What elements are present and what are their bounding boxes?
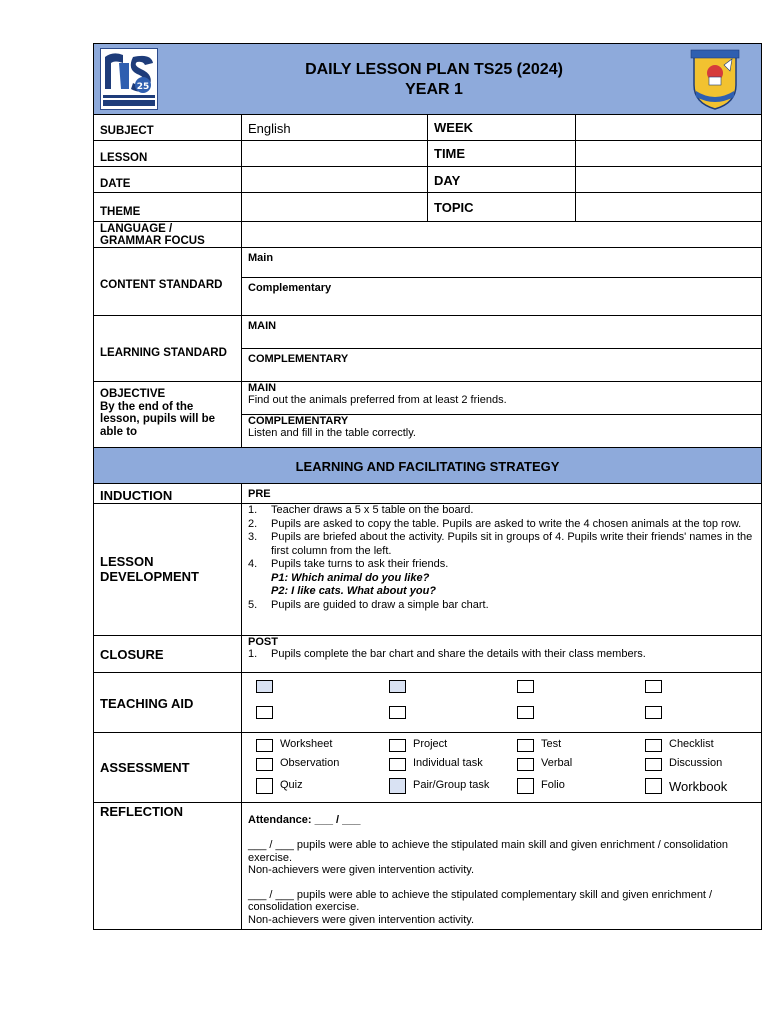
teaching-aid-checkbox[interactable] bbox=[517, 680, 534, 693]
row-subject-label bbox=[93, 114, 241, 140]
lesson-step-3 bbox=[248, 531, 755, 558]
ts25-badge: 25 bbox=[136, 82, 150, 92]
assessment-option-label: Folio bbox=[541, 779, 565, 791]
assessment-checkbox[interactable] bbox=[389, 739, 406, 752]
time-label-cell bbox=[427, 140, 575, 166]
lesson-label-cell bbox=[93, 140, 241, 166]
learning-standard-main-cell[interactable] bbox=[241, 315, 761, 348]
closure-step-number: 1. bbox=[248, 648, 258, 660]
lesson-development-label-cell bbox=[93, 503, 241, 635]
objective-complementary-text: Listen and fill in the table correctly. bbox=[248, 427, 416, 439]
day-label: DAY bbox=[434, 173, 461, 188]
teaching-aid-content-cell bbox=[241, 672, 761, 732]
induction-content-cell[interactable] bbox=[241, 483, 761, 503]
assessment-option-label: Quiz bbox=[280, 779, 303, 791]
assessment-checkbox[interactable] bbox=[256, 778, 273, 794]
learning-standard-label: LEARNING STANDARD bbox=[100, 347, 227, 359]
assessment-checkbox[interactable] bbox=[517, 758, 534, 771]
assessment-option-label: Test bbox=[541, 738, 562, 750]
closure-step-text: Pupils complete the bar chart and share the details with their class members. bbox=[271, 648, 646, 660]
reflection-complementary-skill: ___ / ___ pupils were able to achieve the stipulated complementary skill and given enrichment / consolidation exercise. bbox=[248, 888, 713, 913]
topic-label: TOPIC bbox=[434, 200, 474, 215]
assessment-content-cell bbox=[241, 732, 761, 802]
teaching-aid-checkbox[interactable] bbox=[645, 680, 662, 693]
objective-main-label: MAIN bbox=[248, 382, 277, 394]
week-value-cell[interactable] bbox=[575, 114, 761, 140]
teaching-aid-label-cell bbox=[93, 672, 241, 732]
objective-complementary-label: COMPLEMENTARY bbox=[248, 415, 349, 427]
topic-value-cell[interactable] bbox=[575, 192, 761, 221]
learning-standard-complementary-label: COMPLEMENTARY bbox=[248, 353, 349, 365]
induction-tag: PRE bbox=[248, 488, 271, 500]
lesson-development-content-cell[interactable] bbox=[241, 503, 761, 635]
theme-label-cell bbox=[93, 192, 241, 221]
theme-value-cell[interactable] bbox=[241, 192, 427, 221]
assessment-option-label: Individual task bbox=[413, 757, 483, 769]
lesson-development-label: LESSON DEVELOPMENT bbox=[100, 554, 199, 584]
objective-label: OBJECTIVE bbox=[100, 388, 166, 400]
teaching-aid-checkbox[interactable] bbox=[256, 680, 273, 693]
assessment-checkbox[interactable] bbox=[645, 778, 662, 794]
week-label: WEEK bbox=[434, 120, 473, 135]
assessment-checkbox[interactable] bbox=[517, 778, 534, 794]
date-label-cell bbox=[93, 166, 241, 192]
content-standard-label: CONTENT STANDARD bbox=[100, 279, 223, 291]
teaching-aid-checkbox[interactable] bbox=[517, 706, 534, 719]
lesson-step-2 bbox=[248, 518, 755, 532]
ts25-logo bbox=[100, 48, 158, 110]
assessment-option-label: Verbal bbox=[541, 757, 573, 769]
assessment-option-label: Workbook bbox=[669, 779, 728, 794]
time-label: TIME bbox=[434, 146, 466, 161]
objective-complementary-cell[interactable] bbox=[241, 414, 761, 447]
assessment-option-label: Pair/Group task bbox=[413, 779, 490, 791]
reflection-label-cell bbox=[93, 802, 241, 929]
assessment-option-label: Checklist bbox=[669, 738, 714, 750]
assessment-checkbox[interactable] bbox=[645, 739, 662, 752]
induction-label: INDUCTION bbox=[100, 488, 173, 503]
ts25-logo-graphic bbox=[101, 49, 157, 109]
lesson-plan-sheet bbox=[93, 43, 762, 930]
language-focus-label: LANGUAGE / GRAMMAR FOCUS bbox=[100, 223, 205, 247]
reflection-main-intervention: Non-achievers were given intervention activity. bbox=[248, 864, 475, 876]
objective-label-sub: By the end of the lesson, pupils will be able to bbox=[100, 400, 216, 438]
lesson-value-cell[interactable] bbox=[241, 140, 427, 166]
date-label: DATE bbox=[100, 178, 131, 190]
step-number: 5. bbox=[248, 598, 258, 611]
content-standard-main-label: Main bbox=[248, 252, 274, 264]
lesson-steps-list bbox=[248, 504, 755, 612]
step-text: Teacher draws a 5 x 5 table on the board. bbox=[271, 504, 474, 516]
school-crest bbox=[688, 47, 742, 111]
day-value-cell[interactable] bbox=[575, 166, 761, 192]
page-title bbox=[234, 60, 634, 100]
assessment-option-label: Worksheet bbox=[280, 738, 333, 750]
attendance-line: Attendance: ___ / ___ bbox=[248, 814, 361, 826]
learning-standard-main-label: MAIN bbox=[248, 320, 277, 332]
strategy-band-title: LEARNING AND FACILITATING STRATEGY bbox=[295, 459, 560, 474]
teaching-aid-checkbox[interactable] bbox=[389, 680, 406, 693]
assessment-checkbox[interactable] bbox=[389, 778, 406, 794]
teaching-aid-label: TEACHING AID bbox=[100, 696, 194, 711]
dialogue-line-1: P1: Which animal do you like? bbox=[271, 571, 430, 584]
closure-tag: POST bbox=[248, 636, 278, 648]
lesson-label: LESSON bbox=[100, 152, 148, 164]
language-focus-value-cell[interactable] bbox=[241, 221, 761, 247]
subject-value-cell[interactable] bbox=[241, 114, 427, 140]
theme-label: THEME bbox=[100, 206, 141, 218]
lesson-step-4 bbox=[248, 558, 755, 599]
step-number: 2. bbox=[248, 517, 258, 530]
assessment-checkbox[interactable] bbox=[517, 739, 534, 752]
induction-label-cell bbox=[93, 483, 241, 503]
teaching-aid-checkbox[interactable] bbox=[389, 706, 406, 719]
assessment-option-label: Project bbox=[413, 738, 448, 750]
reflection-complementary-intervention: Non-achievers were given intervention activity. bbox=[248, 913, 475, 926]
step-text: Pupils are guided to draw a simple bar chart. bbox=[271, 598, 489, 611]
subject-label: SUBJECT bbox=[100, 125, 154, 137]
assessment-checkbox[interactable] bbox=[645, 758, 662, 771]
topic-label-cell bbox=[427, 192, 575, 221]
language-focus-label-cell bbox=[93, 221, 241, 247]
lesson-step-1 bbox=[248, 504, 755, 518]
page-title-line1: DAILY LESSON PLAN TS25 (2024) bbox=[305, 61, 563, 78]
day-label-cell bbox=[427, 166, 575, 192]
learning-standard-label-cell bbox=[93, 315, 241, 381]
reflection-main-skill: ___ / ___ pupils were able to achieve the stipulated main skill and given enrichment / consolidation exercise. bbox=[248, 839, 729, 864]
week-label-cell bbox=[427, 114, 575, 140]
assessment-option-label: Observation bbox=[280, 757, 340, 769]
assessment-checkbox[interactable] bbox=[389, 758, 406, 771]
assessment-label-cell bbox=[93, 732, 241, 802]
lesson-step-5 bbox=[248, 599, 755, 613]
step-number: 1. bbox=[248, 504, 258, 516]
learning-standard-complementary-cell[interactable] bbox=[241, 348, 761, 381]
reflection-label: REFLECTION bbox=[100, 804, 184, 819]
step-number: 3. bbox=[248, 531, 258, 543]
step-text: Pupils take turns to ask their friends. bbox=[271, 558, 449, 570]
objective-label-cell bbox=[93, 381, 241, 447]
step-text: Pupils are briefed about the activity. Pupils sit in groups of 4. Pupils write their friends' names in the first column from the left. bbox=[271, 531, 753, 557]
time-value-cell[interactable] bbox=[575, 140, 761, 166]
closure-content-cell[interactable] bbox=[241, 635, 761, 672]
closure-label: CLOSURE bbox=[100, 647, 164, 662]
subject-value: English bbox=[248, 121, 291, 136]
dialogue-line-2: P2: I like cats. What about you? bbox=[271, 585, 437, 597]
content-standard-main-cell[interactable] bbox=[241, 247, 761, 277]
teaching-aid-checkbox[interactable] bbox=[256, 706, 273, 719]
date-value-cell[interactable] bbox=[241, 166, 427, 192]
reflection-content-cell[interactable] bbox=[241, 802, 761, 929]
objective-main-cell[interactable] bbox=[241, 381, 761, 414]
header-band bbox=[93, 43, 761, 114]
assessment-checkbox[interactable] bbox=[256, 739, 273, 752]
assessment-checkbox[interactable] bbox=[256, 758, 273, 771]
page-title-line2: YEAR 1 bbox=[405, 81, 463, 98]
strategy-band bbox=[93, 447, 761, 483]
step-text: Pupils are asked to copy the table. Pupils are asked to write the 4 chosen animals at the top row. bbox=[271, 517, 742, 530]
content-standard-label-cell bbox=[93, 247, 241, 315]
closure-step bbox=[248, 648, 755, 661]
step-number: 4. bbox=[248, 558, 258, 570]
assessment-option-label: Discussion bbox=[669, 757, 723, 769]
closure-label-cell bbox=[93, 635, 241, 672]
assessment-label: ASSESSMENT bbox=[100, 760, 190, 775]
school-crest-graphic bbox=[688, 47, 742, 111]
content-standard-complementary-label: Complementary bbox=[248, 282, 332, 294]
objective-main-text: Find out the animals preferred from at least 2 friends. bbox=[248, 394, 507, 406]
teaching-aid-checkbox[interactable] bbox=[645, 706, 662, 719]
content-standard-complementary-cell[interactable] bbox=[241, 277, 761, 315]
